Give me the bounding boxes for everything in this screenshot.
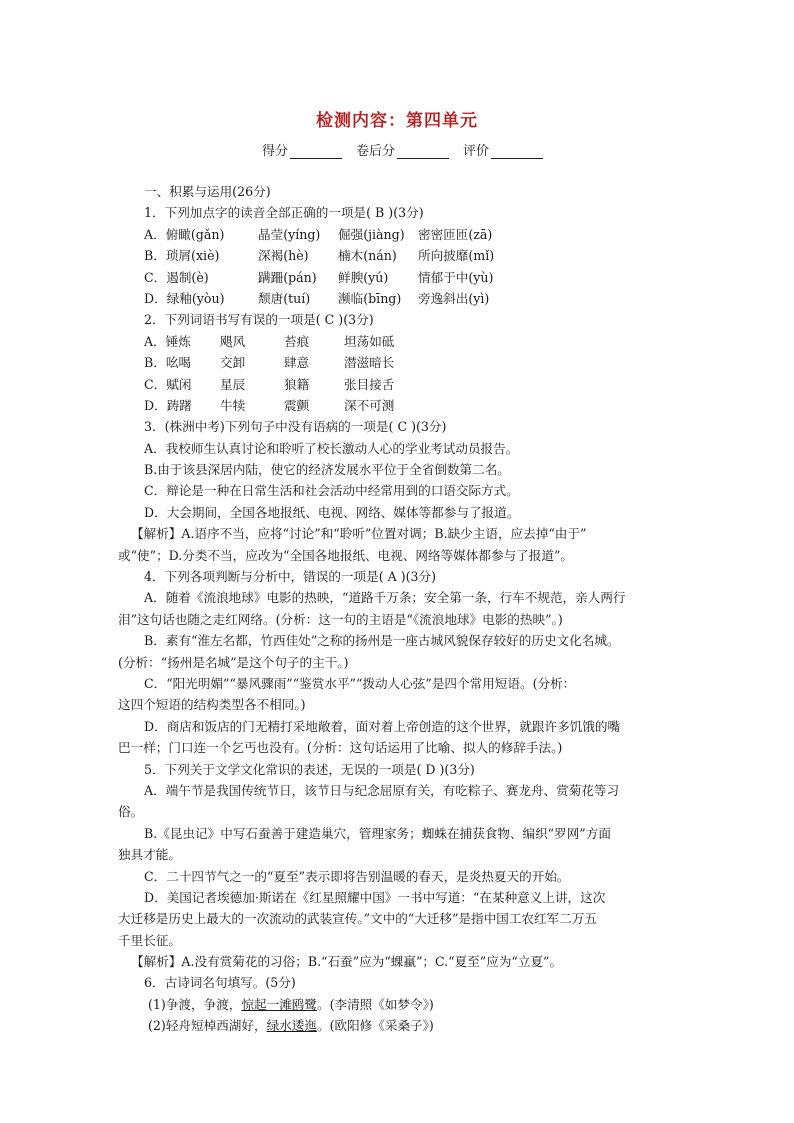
- text-line: 2．下列词语书写有误的一项是( C )(3分): [144, 312, 374, 328]
- option-cell: 密密匝匝(zā): [418, 226, 493, 242]
- text-line: D．商店和饭店的门无精打采地敞着，面对着上帝创造的这个世界，就跟许多饥饿的嘴: [144, 718, 621, 734]
- exam-body: [118, 181, 684, 1037]
- option-cell: 情郁于中(yù): [418, 269, 494, 285]
- text-line: B.《昆虫记》中写石蚕善于建造巢穴，管理家务；蜘蛛在捕获食物、编织“罗网”方面: [144, 825, 611, 841]
- text-line: B．素有“淮左名都，竹西佳处”之称的扬州是一座古城风貌保存较好的历史文化名城。: [144, 633, 620, 649]
- option-row: [118, 288, 684, 309]
- text-line: 1．下列加点字的读音全部正确的一项是( B )(3分): [144, 205, 424, 221]
- text-line: 3．(株洲中考)下列句子中没有语病的一项是( C )(3分): [144, 419, 447, 435]
- option-cell: 倔强(jiàng): [338, 226, 405, 242]
- option-cell: B．吆喝: [144, 355, 192, 371]
- option-row: [118, 224, 684, 245]
- option-cell: A．俯瞰(gǎn): [144, 226, 225, 242]
- option-cell: 坦荡如砥: [344, 333, 395, 349]
- option-cell: 楠木(nán): [338, 248, 397, 264]
- text-line: 一、积累与运用(26分): [144, 184, 271, 199]
- text-line: 俗。: [118, 804, 144, 820]
- option-cell: A．锤炼: [144, 333, 191, 349]
- poem-line: [118, 1015, 684, 1036]
- poem-prompt: (1)争渡，争渡，: [148, 996, 242, 1012]
- poem-answer: 绿水逶迤: [266, 1018, 317, 1034]
- option-cell: 牛犊: [220, 397, 246, 413]
- option-row: [118, 395, 684, 416]
- text-line: 【解析】A.没有赏菊花的习俗；B.“石蚕”应为“蜾蠃”；C.“夏至”应为“立夏”。: [131, 954, 563, 970]
- option-cell: 狼籍: [284, 376, 310, 392]
- text-line: 大迁移是历史上最大的一次流动的武装宣传。”文中的“大迁移”是指中国工农红军二万五: [118, 911, 597, 927]
- text-line: 5．下列关于文学文化常识的表述，无误的一项是( D )(3分): [144, 761, 475, 777]
- option-cell: D．绿釉(yòu): [144, 290, 225, 306]
- option-cell: C．遏制(è): [144, 269, 209, 285]
- option-cell: 蹒跚(pán): [258, 269, 317, 285]
- option-row: [118, 352, 684, 373]
- option-cell: 张目接舌: [344, 376, 395, 392]
- score-blank[interactable]: [290, 144, 342, 159]
- option-cell: 所向披靡(mǐ): [418, 248, 495, 264]
- text-line: 6．古诗词名句填写。(5分): [144, 975, 296, 991]
- option-cell: D．踌躇: [144, 397, 192, 413]
- evaluation-label: 评价: [463, 144, 490, 159]
- final-score-label: 卷后分: [356, 144, 396, 159]
- option-cell: 震颤: [284, 397, 310, 413]
- option-row: [118, 267, 684, 288]
- text-line: A．端午节是我国传统节日，该节日与纪念屈原有关，有吃粽子、赛龙舟、赏菊花等习: [144, 782, 620, 798]
- option-cell: 苔痕: [284, 333, 310, 349]
- option-cell: 潜滋暗长: [344, 355, 395, 371]
- text-line: 独具才能。: [118, 847, 181, 863]
- option-cell: 濒临(bīng): [338, 290, 402, 306]
- option-cell: 颓唐(tuí): [258, 290, 311, 306]
- text-line: D．大会期间，全国各地报纸、电视、网络、媒体等都参与了报道。: [144, 504, 520, 520]
- text-line: 泪”这句话也随之走红网络。(分析：这一句的主语是“《流浪地球》电影的热映”。): [118, 611, 563, 627]
- text-line: 或“使”；D.分类不当，应改为“全国各地报纸、电视、网络等媒体都参与了报道”。: [118, 547, 573, 563]
- poem-prompt: (2)轻舟短棹西湖好，: [148, 1018, 267, 1034]
- option-cell: 晶莹(yíng): [258, 226, 321, 242]
- score-label: 得分: [262, 144, 289, 159]
- text-line: 这四个短语的结构类型各不相同。): [118, 697, 306, 713]
- text-line: C．辩论是一种在日常生活和社会活动中经常用到的口语交际方式。: [144, 483, 519, 499]
- text-line: A．我校师生认真讨论和聆听了校长激动人心的学业考试动员报告。: [144, 440, 519, 456]
- option-cell: 旁逸斜出(yì): [418, 290, 490, 306]
- option-cell: 飓风: [220, 333, 246, 349]
- score-field: [262, 140, 342, 159]
- text-line: C．二十四节气之一的“夏至”表示即将告别温暖的春天，是炎热夏天的开始。: [144, 868, 570, 884]
- option-cell: 深褐(hè): [258, 248, 309, 264]
- page-title: 检测内容：第四单元: [316, 111, 478, 131]
- text-line: 千里长征。: [118, 932, 181, 948]
- option-row: [118, 374, 684, 395]
- option-row: [118, 331, 684, 352]
- final-score-field: [356, 140, 449, 159]
- option-cell: B．琐屑(xiè): [144, 248, 220, 264]
- option-cell: C．赋闲: [144, 376, 192, 392]
- score-fields: [262, 140, 557, 159]
- text-line: D．美国记者埃德加·斯诺在《红星照耀中国》一书中写道：“在某种意义上讲，这次: [144, 889, 606, 905]
- text-line: A．随着《流浪地球》电影的热映，“道路千万条；安全第一条，行车不规范，亲人两行: [144, 590, 626, 606]
- option-cell: 星辰: [220, 376, 246, 392]
- poem-line: [118, 994, 684, 1015]
- poem-source: 。(李清照《如梦令》): [316, 996, 434, 1012]
- evaluation-field: [463, 140, 543, 159]
- text-line: B.由于该县深居内陆，使它的经济发展水平位于全省倒数第二名。: [144, 462, 510, 478]
- option-cell: 肆意: [284, 355, 310, 371]
- text-line: 【解析】A.语序不当，应将“讨论”和“聆听”位置对调；B.缺少主语，应去掉“由于”: [131, 526, 587, 542]
- option-row: [118, 245, 684, 266]
- evaluation-blank[interactable]: [491, 144, 543, 159]
- poem-source: 。(欧阳修《采桑子》): [316, 1018, 434, 1034]
- text-line: 巴一样；门口连一个乞丐也没有。(分析：这句话运用了比喻、拟人的修辞手法。): [118, 740, 563, 756]
- poem-answer: 惊起一滩鸥鹭: [241, 996, 317, 1012]
- text-line: C．“阳光明媚”“暴风骤雨”“鉴赏水平”“拨动人心弦”是四个常用短语。(分析：: [144, 675, 576, 691]
- option-cell: 交卸: [220, 355, 246, 371]
- option-cell: 深不可测: [344, 397, 395, 413]
- option-cell: 鲜腴(yú): [338, 269, 389, 285]
- text-line: 4．下列各项判断与分析中，错误的一项是( A )(3分): [144, 569, 437, 585]
- final-score-blank[interactable]: [397, 144, 449, 159]
- text-line: (分析：“扬州是名城”是这个句子的主干。): [118, 654, 349, 670]
